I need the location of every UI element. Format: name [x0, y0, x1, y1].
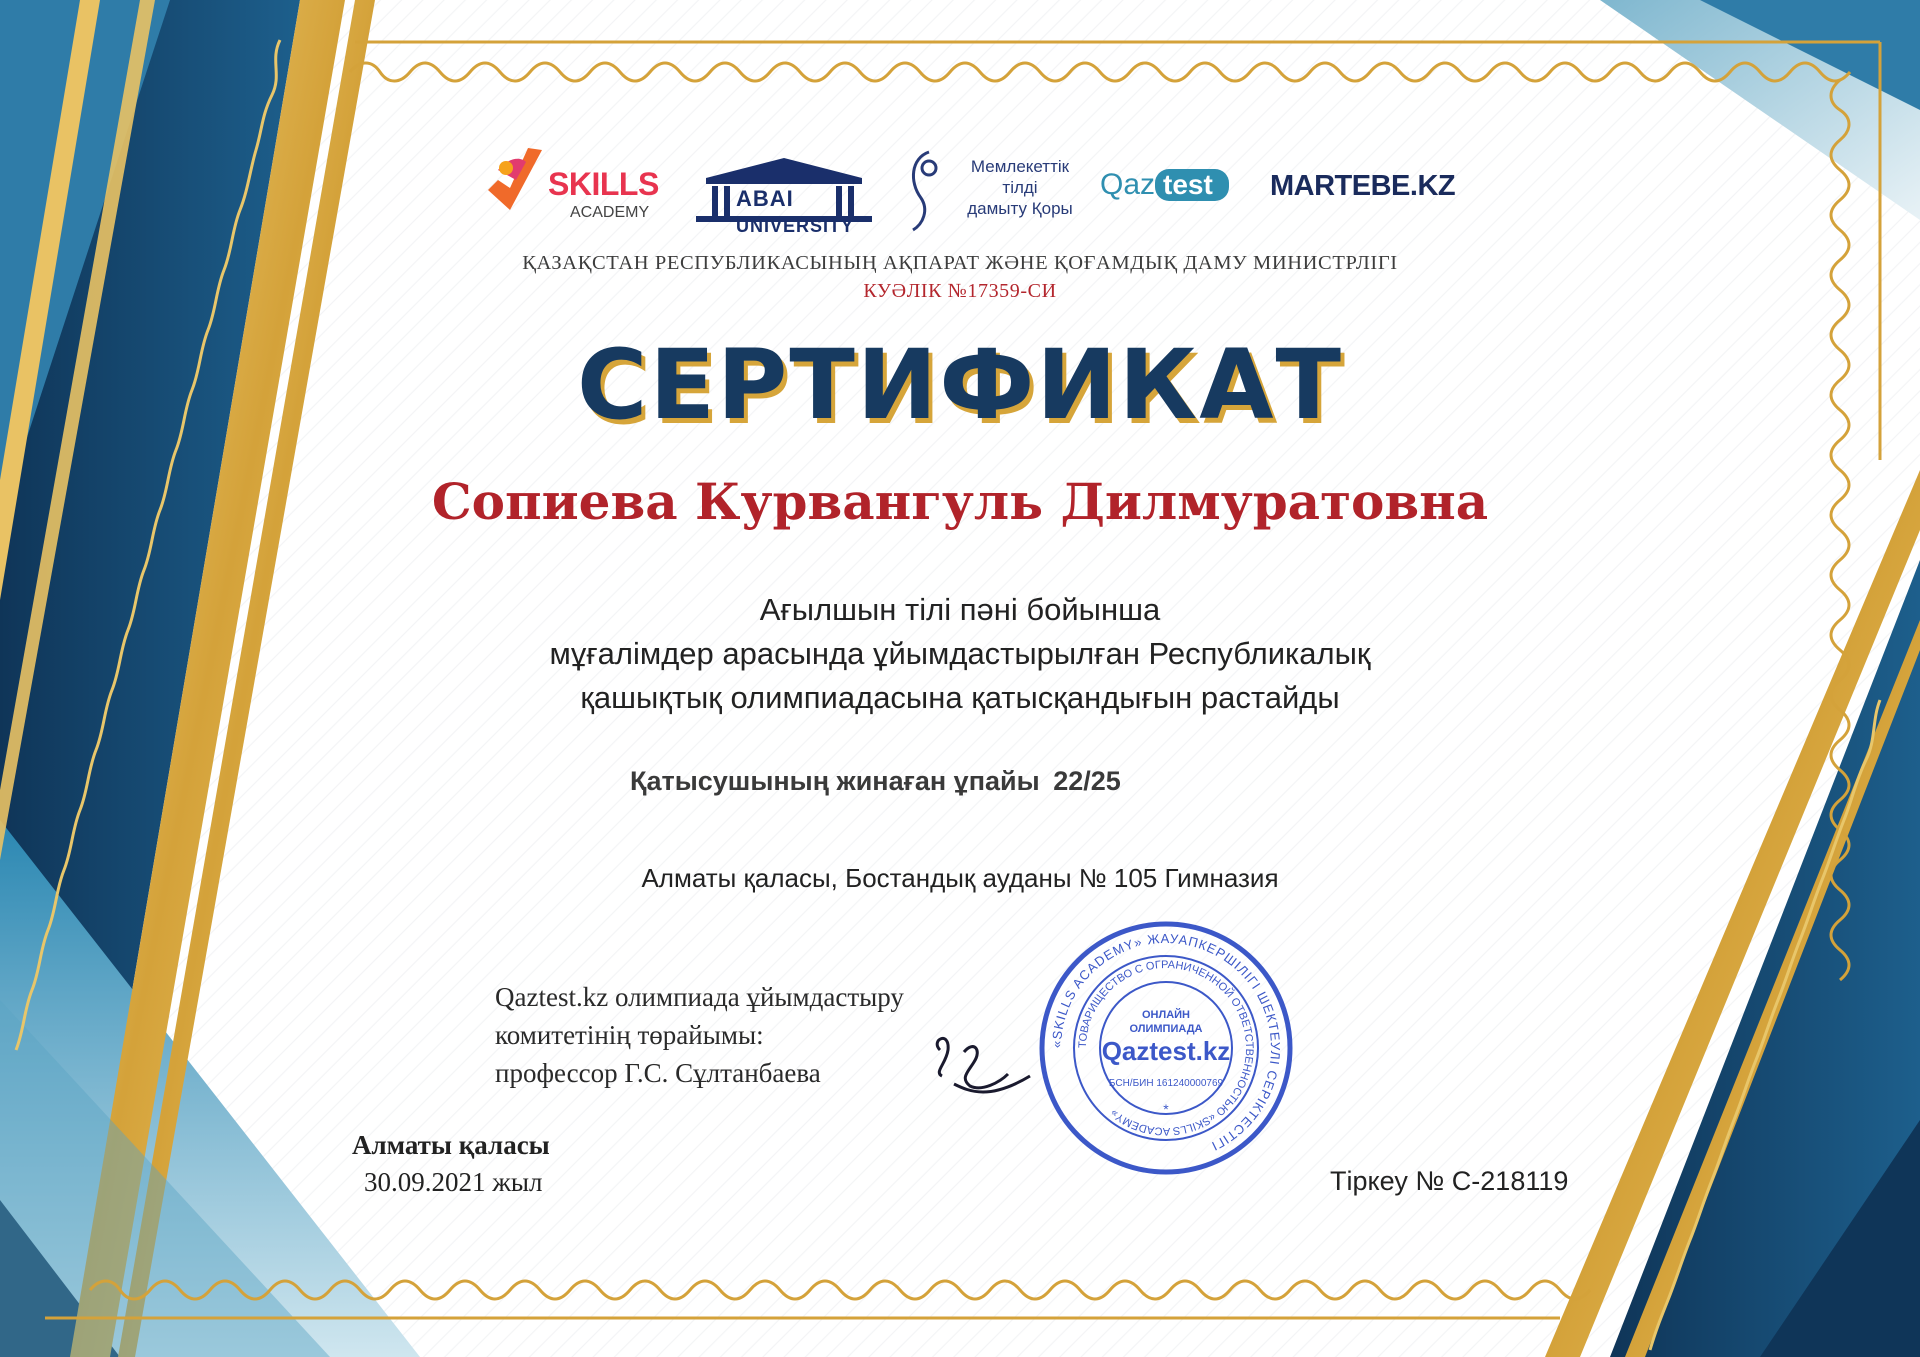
university-logo-text: UNIVERSITY	[736, 216, 855, 236]
abai-university-logo	[686, 150, 882, 236]
signatory-line-2: комитетінің төрайымы:	[495, 1020, 764, 1050]
stamp-center-top: ОНЛАЙН	[1141, 1009, 1191, 1021]
score-label: Қатысушының жинаған ұпайы	[630, 766, 1040, 796]
skills-academy-logo	[480, 140, 659, 232]
stamp-brand: Qaztest.kz	[1101, 1036, 1231, 1066]
abai-logo-text: ABAI	[736, 186, 794, 211]
official-stamp	[1036, 918, 1296, 1178]
recipient-name: Сопиева Курвангуль Дилмуратовна	[431, 472, 1489, 531]
score-value: 22/25	[1053, 766, 1121, 796]
body-line-2: мұғалімдер арасында ұйымдастырылған Республикалық	[549, 636, 1371, 671]
stamp-asterisk: *	[1163, 1101, 1169, 1117]
stamp-ring-text: «SKILLS ACADEMY» ЖАУАПКЕРШІЛІГІ ШЕКТЕУЛІ СЕРІКТЕСТІГІ	[1048, 930, 1284, 1155]
martebe-logo: MARTEBE.KZ	[1270, 170, 1456, 202]
fund-logo-line1: Мемлекеттік	[970, 157, 1070, 176]
stamp-bin: БСН/БИН 161240000769	[1108, 1078, 1224, 1089]
registration-number: Тіркеу № С-218119	[1330, 1166, 1569, 1196]
stamp-inner-text: ТОВАРИЩЕСТВО С ОГРАНИЧЕННОЙ ОТВЕТСТВЕННОСТЬЮ «SKILLS ACADEMY»	[1076, 958, 1256, 1138]
body-line-1: Ағылшын тілі пәні бойынша	[759, 592, 1161, 627]
skills-logo-text: SKILLS	[548, 166, 659, 202]
fund-logo-line2: тілді	[1002, 178, 1038, 197]
qaztest-logo	[1100, 168, 1248, 210]
qaztest-logo-part2: test	[1155, 169, 1229, 201]
school-name: Алматы қаласы, Бостандық ауданы № 105 Гимназия	[641, 863, 1279, 893]
score-line	[630, 766, 1330, 797]
signature-image	[930, 1020, 1050, 1110]
license-number: КУӘЛІК №17359-СИ	[863, 280, 1057, 302]
issue-city: Алматы қаласы	[352, 1130, 550, 1160]
qaztest-logo-part1: Qaz	[1100, 168, 1156, 201]
language-fund-logo	[905, 148, 1080, 234]
academy-logo-text: ACADEMY	[570, 204, 650, 221]
ministry-name: ҚАЗАҚСТАН РЕСПУБЛИКАСЫНЫҢ АҚПАРАТ ЖӘНЕ ҚОҒАМДЫҚ ДАМУ МИНИСТРЛІГІ	[522, 252, 1398, 274]
stamp-center-mid: ОЛИМПИАДА	[1129, 1023, 1203, 1035]
signatory-line-1: Qaztest.kz олимпиада ұйымдастыру	[495, 982, 904, 1012]
issue-date: 30.09.2021 жыл	[364, 1167, 543, 1197]
fund-logo-line3: дамыту Қоры	[967, 199, 1073, 218]
signatory-line-3: профессор Г.С. Сұлтанбаева	[495, 1058, 821, 1088]
certificate-title: СЕРТИФИКАТ	[576, 329, 1343, 441]
body-line-3: қашықтық олимпиадасына қатысқандығын растайды	[580, 680, 1340, 715]
